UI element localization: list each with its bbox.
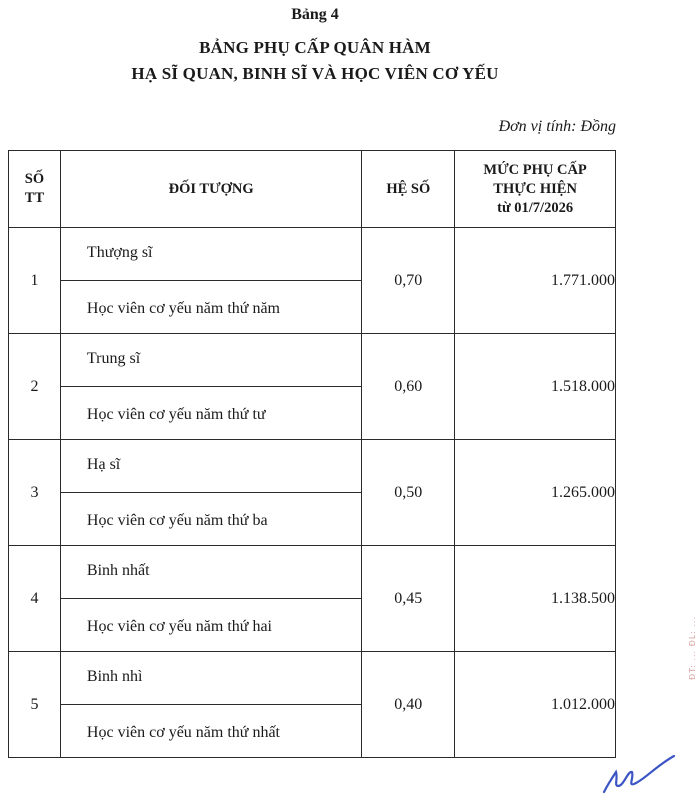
row-number: 3 <box>9 440 61 546</box>
header-amount-line2: THỰC HIỆN <box>493 180 577 197</box>
cadet-cell <box>60 387 361 440</box>
amount-cell: 1.518.000 <box>455 334 616 440</box>
coefficient-cell: 0,60 <box>362 334 455 440</box>
allowance-table <box>8 150 616 758</box>
header-amount <box>455 151 616 228</box>
margin-stamp: ĐT: ... ĐL: ... <box>688 615 697 680</box>
header-coefficient: HỆ SỐ <box>362 151 455 228</box>
header-subject: ĐỐI TƯỢNG <box>60 151 361 228</box>
rank-cell <box>60 228 361 281</box>
row-number: 4 <box>9 546 61 652</box>
document-title: BẢNG PHỤ CẤP QUÂN HÀM <box>199 38 431 57</box>
header-no-line2: TT <box>24 190 45 206</box>
coefficient-cell: 0,50 <box>362 440 455 546</box>
amount-cell: 1.771.000 <box>455 228 616 334</box>
header-no-line1: SỐ <box>24 171 45 187</box>
amount-cell: 1.012.000 <box>455 652 616 758</box>
amount-cell: 1.265.000 <box>455 440 616 546</box>
table-header-row <box>9 151 616 228</box>
coefficient-cell: 0,40 <box>362 652 455 758</box>
unit-note: Đơn vị tính: Đồng <box>498 118 616 135</box>
rank-cell <box>60 652 361 705</box>
signature-icon <box>598 748 678 798</box>
cadet-cell <box>60 705 361 758</box>
cadet-name: Học viên cơ yếu năm thứ năm <box>86 300 280 317</box>
cadet-cell <box>60 281 361 334</box>
rank-name: Binh nhất <box>86 562 150 579</box>
rank-cell <box>60 334 361 387</box>
header-amount-line1: MỨC PHỤ CẤP <box>483 161 587 178</box>
rank-cell <box>60 546 361 599</box>
row-number: 1 <box>9 228 61 334</box>
cadet-name: Học viên cơ yếu năm thứ nhất <box>86 724 280 741</box>
header-amount-line3: từ 01/7/2026 <box>497 199 574 216</box>
row-number: 2 <box>9 334 61 440</box>
signature-stroke <box>604 756 674 792</box>
coefficient-cell: 0,70 <box>362 228 455 334</box>
cadet-cell <box>60 599 361 652</box>
table-number: Bảng 4 <box>291 6 339 23</box>
header-no <box>9 151 61 228</box>
rank-name: Hạ sĩ <box>86 456 121 473</box>
cadet-name: Học viên cơ yếu năm thứ tư <box>86 406 266 423</box>
rank-cell <box>60 440 361 493</box>
cadet-name: Học viên cơ yếu năm thứ hai <box>86 618 272 635</box>
rank-name: Thượng sĩ <box>86 244 153 261</box>
coefficient-cell: 0,45 <box>362 546 455 652</box>
row-number: 5 <box>9 652 61 758</box>
table-row <box>9 228 616 281</box>
table-row <box>9 546 616 599</box>
cadet-cell <box>60 493 361 546</box>
table-row <box>9 334 616 387</box>
table-row <box>9 652 616 705</box>
cadet-name: Học viên cơ yếu năm thứ ba <box>86 512 268 529</box>
rank-name: Binh nhì <box>86 668 143 685</box>
document-subtitle: HẠ SĨ QUAN, BINH SĨ VÀ HỌC VIÊN CƠ YẾU <box>131 64 499 83</box>
amount-cell: 1.138.500 <box>455 546 616 652</box>
table-row <box>9 440 616 493</box>
rank-name: Trung sĩ <box>86 350 141 367</box>
